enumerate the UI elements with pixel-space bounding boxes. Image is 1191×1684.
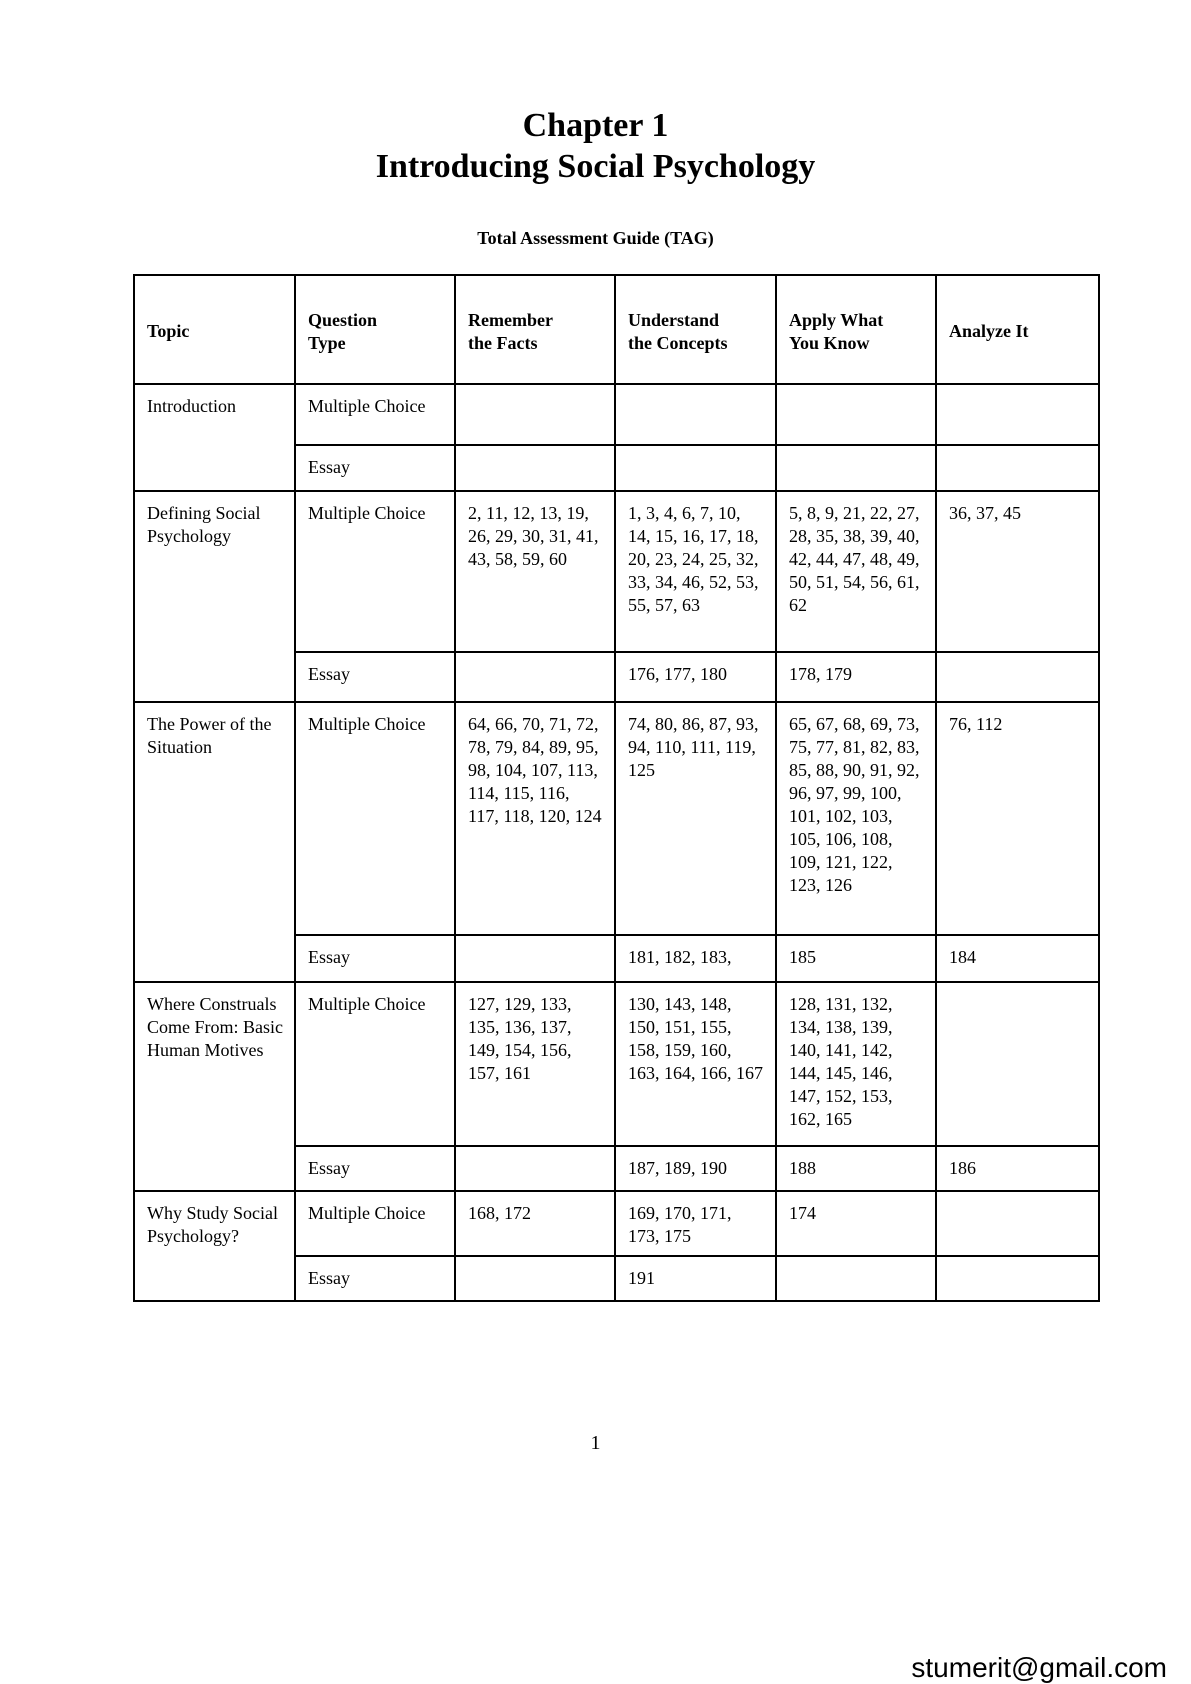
analyze-cell: 186	[936, 1146, 1099, 1191]
understand-cell: 176, 177, 180	[615, 652, 776, 702]
remember-cell	[455, 652, 615, 702]
table-row	[134, 491, 1099, 652]
analyze-cell: 184	[936, 935, 1099, 982]
topic-cell: Why Study Social Psychology?	[134, 1191, 295, 1301]
topic-cell: Introduction	[134, 384, 295, 491]
table-row	[134, 702, 1099, 935]
topic-cell: Defining Social Psychology	[134, 491, 295, 702]
header-remember: Remember the Facts	[455, 275, 615, 384]
remember-cell: 168, 172	[455, 1191, 615, 1256]
chapter-title: Introducing Social Psychology	[375, 148, 816, 185]
analyze-cell	[936, 384, 1099, 445]
watermark-email: stumerit@gmail.com	[911, 1652, 1167, 1683]
understand-cell: 1, 3, 4, 6, 7, 10, 14, 15, 16, 17, 18, 20, 23, 24, 25, 32, 33, 34, 46, 52, 53, 55, 57, 63	[615, 491, 776, 652]
apply-cell: 5, 8, 9, 21, 22, 27, 28, 35, 38, 39, 40, 42, 44, 47, 48, 49, 50, 51, 54, 56, 61, 62	[776, 491, 936, 652]
question-type-cell: Essay	[295, 1146, 455, 1191]
header-analyze: Analyze It	[936, 275, 1099, 384]
understand-cell: 181, 182, 183,	[615, 935, 776, 982]
assessment-table	[133, 274, 1100, 1302]
header-apply: Apply What You Know	[776, 275, 936, 384]
remember-cell	[455, 384, 615, 445]
question-type-cell: Essay	[295, 1256, 455, 1301]
analyze-cell	[936, 652, 1099, 702]
table-row	[134, 384, 1099, 445]
header-question-type: Question Type	[295, 275, 455, 384]
understand-cell: 187, 189, 190	[615, 1146, 776, 1191]
analyze-cell: 76, 112	[936, 702, 1099, 935]
table-row	[134, 982, 1099, 1146]
apply-cell	[776, 1256, 936, 1301]
question-type-cell: Multiple Choice	[295, 384, 455, 445]
question-type-cell: Essay	[295, 652, 455, 702]
remember-cell	[455, 935, 615, 982]
remember-cell: 127, 129, 133, 135, 136, 137, 149, 154, 156, 157, 161	[455, 982, 615, 1146]
apply-cell: 65, 67, 68, 69, 73, 75, 77, 81, 82, 83, 85, 88, 90, 91, 92, 96, 97, 99, 100, 101, 102, 103, 105, 106, 108, 109, 121, 122, 123, 126	[776, 702, 936, 935]
question-type-cell: Multiple Choice	[295, 702, 455, 935]
remember-cell	[455, 445, 615, 491]
apply-cell	[776, 384, 936, 445]
question-type-cell: Essay	[295, 935, 455, 982]
question-type-cell: Essay	[295, 445, 455, 491]
page-number: 1	[590, 1432, 601, 1454]
apply-cell: 188	[776, 1146, 936, 1191]
question-type-cell: Multiple Choice	[295, 982, 455, 1146]
understand-cell: 169, 170, 171, 173, 175	[615, 1191, 776, 1256]
remember-cell	[455, 1146, 615, 1191]
understand-cell	[615, 384, 776, 445]
apply-cell: 178, 179	[776, 652, 936, 702]
table-caption: Total Assessment Guide (TAG)	[477, 228, 714, 248]
apply-cell	[776, 445, 936, 491]
understand-cell: 191	[615, 1256, 776, 1301]
analyze-cell	[936, 1191, 1099, 1256]
remember-cell: 64, 66, 70, 71, 72, 78, 79, 84, 89, 95, 98, 104, 107, 113, 114, 115, 116, 117, 118, 120, 124	[455, 702, 615, 935]
question-type-cell: Multiple Choice	[295, 491, 455, 652]
topic-cell: The Power of the Situation	[134, 702, 295, 982]
header-topic: Topic	[134, 275, 295, 384]
understand-cell	[615, 445, 776, 491]
analyze-cell	[936, 982, 1099, 1146]
understand-cell: 74, 80, 86, 87, 93, 94, 110, 111, 119, 125	[615, 702, 776, 935]
topic-cell: Where Construals Come From: Basic Human Motives	[134, 982, 295, 1191]
remember-cell: 2, 11, 12, 13, 19, 26, 29, 30, 31, 41, 43, 58, 59, 60	[455, 491, 615, 652]
analyze-cell: 36, 37, 45	[936, 491, 1099, 652]
table-row	[134, 1191, 1099, 1256]
analyze-cell	[936, 445, 1099, 491]
apply-cell: 185	[776, 935, 936, 982]
analyze-cell	[936, 1256, 1099, 1301]
apply-cell: 128, 131, 132, 134, 138, 139, 140, 141, 142, 144, 145, 146, 147, 152, 153, 162, 165	[776, 982, 936, 1146]
header-understand: Understand the Concepts	[615, 275, 776, 384]
header-row	[134, 275, 1099, 384]
chapter-number: Chapter 1	[522, 107, 669, 144]
understand-cell: 130, 143, 148, 150, 151, 155, 158, 159, 160, 163, 164, 166, 167	[615, 982, 776, 1146]
apply-cell: 174	[776, 1191, 936, 1256]
question-type-cell: Multiple Choice	[295, 1191, 455, 1256]
remember-cell	[455, 1256, 615, 1301]
